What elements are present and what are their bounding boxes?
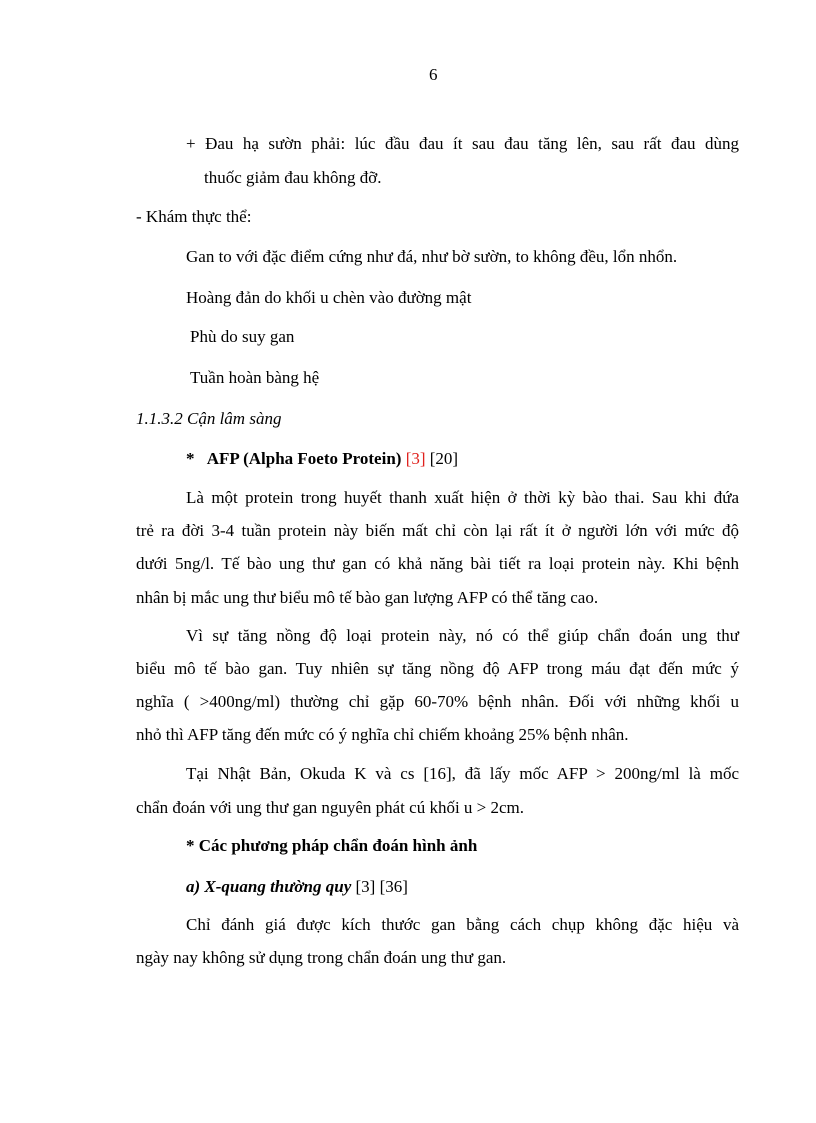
exam-item: Phù do suy gan xyxy=(190,327,295,346)
paragraph-line: Vì sự tăng nồng độ loại protein này, nó có thể giúp chẩn đoán ung thư xyxy=(186,626,739,645)
paragraph-line: nhân bị mắc ung thư biểu mô tế bào gan lượng AFP có thể tăng cao. xyxy=(136,588,599,607)
xray-heading xyxy=(186,876,408,898)
exam-heading: - Khám thực thể: xyxy=(136,207,252,226)
paragraph-line: Tại Nhật Bản, Okuda K và cs [16], đã lấy mốc AFP > 200ng/ml là mốc xyxy=(186,764,739,783)
afp-star: * xyxy=(186,449,195,468)
section-heading: 1.1.3.2 Cận lâm sàng xyxy=(136,409,282,428)
pain-line-2: thuốc giảm đau không đỡ. xyxy=(204,168,382,187)
paragraph-line: nghĩa ( >400ng/ml) thường chỉ gặp 60-70% bệnh nhân. Đối với những khối u xyxy=(136,692,739,711)
exam-item: Hoàng đản do khối u chèn vào đường mật xyxy=(186,288,472,307)
exam-item: Tuần hoàn bàng hệ xyxy=(190,368,320,387)
paragraph-line: Chỉ đánh giá được kích thước gan bằng cách chụp không đặc hiệu và xyxy=(186,915,739,934)
afp-title: AFP (Alpha Foeto Protein) xyxy=(206,449,402,468)
pain-line-1: + Đau hạ sườn phải: lúc đầu đau ít sau đau tăng lên, sau rất đau dùng xyxy=(186,134,739,153)
paragraph-line: chẩn đoán với ung thư gan nguyên phát cú khối u > 2cm. xyxy=(136,798,525,817)
paragraph-line: Là một protein trong huyết thanh xuất hiện ở thời kỳ bào thai. Sau khi đứa xyxy=(186,488,739,507)
paragraph-line: trẻ ra đời 3-4 tuần protein này biến mất chỉ còn lại rất ít ở người lớn với mức độ xyxy=(136,521,739,540)
xray-refs: [3] [36] xyxy=(355,877,408,896)
exam-item: Gan to với đặc điểm cứng như đá, như bờ sườn, to không đều, lổn nhổn. xyxy=(186,247,678,266)
afp-heading xyxy=(186,448,458,470)
paragraph-line: dưới 5ng/l. Tế bào ung thư gan có khả năng bài tiết ra loại protein này. Khi bệnh xyxy=(136,554,739,573)
afp-ref-link[interactable]: [3] xyxy=(405,449,426,468)
paragraph-line: nhỏ thì AFP tăng đến mức có ý nghĩa chỉ chiếm khoảng 25% bệnh nhân. xyxy=(136,725,629,744)
paragraph-line: ngày nay không sử dụng trong chẩn đoán ung thư gan. xyxy=(136,948,507,967)
paragraph-line: biểu mô tế bào gan. Tuy nhiên sự tăng nồng độ AFP trong máu đạt đến mức ý xyxy=(136,659,739,678)
imaging-heading: * Các phương pháp chẩn đoán hình ảnh xyxy=(186,836,478,855)
xray-title: a) X-quang thường quy xyxy=(186,877,352,896)
afp-ref: [20] xyxy=(429,449,459,468)
page-number: 6 xyxy=(429,65,438,84)
